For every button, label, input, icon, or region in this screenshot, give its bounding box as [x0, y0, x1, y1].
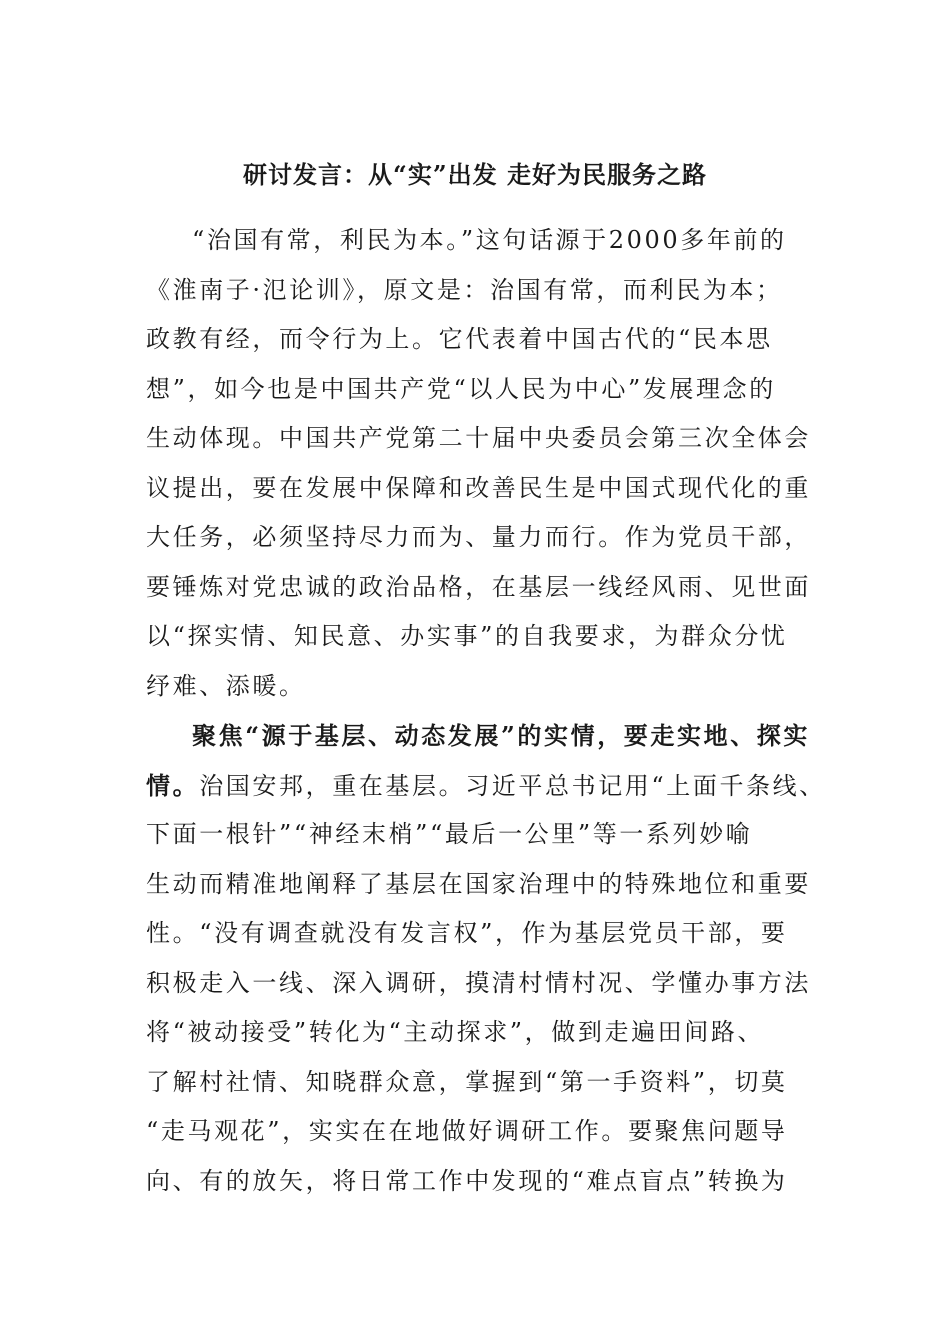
paragraph-line: 积极走入一线、深入调研，摸清村情村况、学懂办事方法 [146, 968, 811, 997]
paragraph-line: 要锤炼对党忠诚的政治品格，在基层一线经风雨、见世面 [146, 572, 811, 601]
paragraph-line: 生动体现。中国共产党第二十届中央委员会第三次全体会 [146, 424, 811, 452]
paragraph-line: “走马观花”，实实在在地做好调研工作。要聚焦问题导 [146, 1117, 788, 1145]
paragraph-line: 政教有经，而令行为上。它代表着中国古代的“民本思 [146, 325, 773, 353]
paragraph-1 [146, 216, 811, 711]
paragraph-line: 下面一根针”“神经末梢”“最后一公里”等一系列妙喻 [146, 820, 753, 848]
paragraph-2 [146, 711, 826, 1206]
paragraph-line: 了解村社情、知晓群众意，掌握到“第一手资料”，切莫 [146, 1067, 788, 1096]
paragraph-line: 议提出，要在发展中保障和改善民生是中国式现代化的重 [146, 473, 811, 502]
paragraph-line: 生动而精准地阐释了基层在国家治理中的特殊地位和重要 [146, 869, 811, 898]
paragraph-line: 纾难、添暖。 [146, 671, 306, 700]
paragraph-line: “治国有常，利民为本。”这句话源于2000多年前的 [192, 226, 787, 254]
paragraph-line: 性。“没有调查就没有发言权”，作为基层党员干部，要 [146, 919, 788, 947]
paragraph-line: 《淮南子·氾论训》，原文是：治国有常，而利民为本； [146, 275, 783, 304]
paragraph-line: 将“被动接受”转化为“主动探求”，做到走遍田间路、 [146, 1018, 765, 1046]
section-heading: 聚焦“源于基层、动态发展”的实情，要走实地、探实 [192, 721, 811, 750]
paragraph-line: 以“探实情、知民意、办实事”的自我要求，为群众分忧 [146, 622, 788, 650]
paragraph-line [146, 761, 826, 811]
document-title: 研讨发言：从“实”出发 走好为民服务之路 [243, 160, 707, 189]
paragraph-text: 治国安邦，重在基层。习近平总书记用“上面千条线、 [199, 771, 826, 800]
paragraph-line: 向、有的放矢，将日常工作中发现的“难点盲点”转换为 [146, 1166, 788, 1195]
section-heading-end: 情。 [146, 770, 200, 800]
paragraph-line: 想”，如今也是中国共产党“以人民为中心”发展理念的 [146, 374, 776, 403]
paragraph-line: 大任务，必须坚持尽力而为、量力而行。作为党员干部， [146, 523, 811, 551]
document-body [146, 216, 826, 1206]
